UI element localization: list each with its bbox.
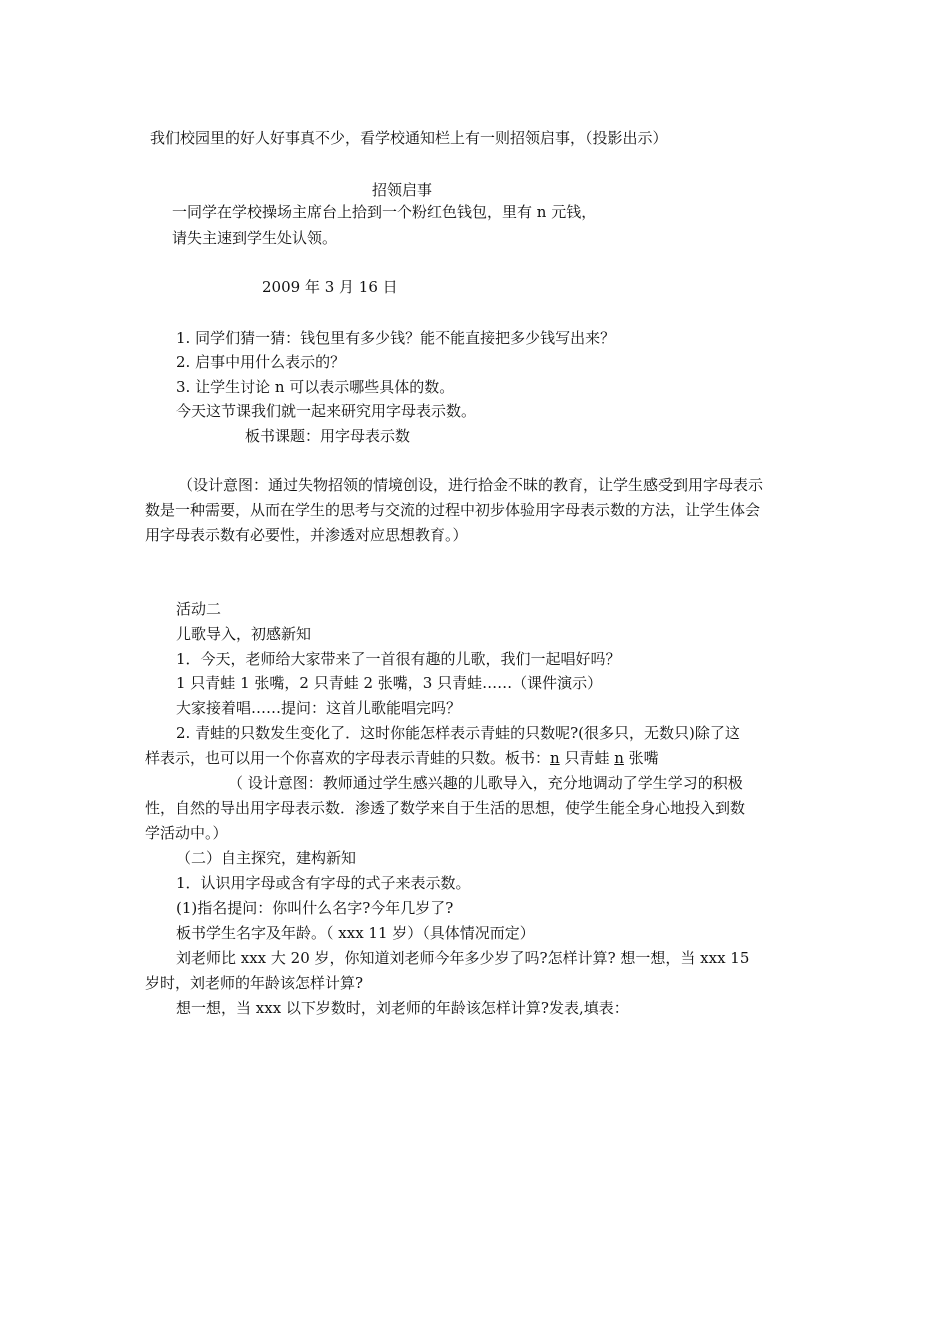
variable-n-frogs: n [550, 749, 560, 767]
variable-n-mouths: n [614, 749, 624, 767]
activity-2-heading: 活动二 [176, 600, 222, 618]
design-intent-1-line-1: （设计意图：通过失物招领的情境创设，进行拾金不昧的教育，让学生感受到用字母表示 [178, 476, 764, 494]
board-title: 板书课题：用字母表示数 [245, 427, 411, 445]
para-5-text: 样表示，也可以用一个你喜欢的字母表示青蛙的只数。板书： [145, 749, 551, 767]
question-1: 1. 同学们猜一猜：钱包里有多少钱？能不能直接把多少钱写出来？ [176, 329, 616, 347]
notice-body-line-1: 一同学在学校操场主席台上拾到一个粉红色钱包，里有 n 元钱， [172, 203, 597, 221]
design-intent-2-line-1: （ 设计意图：教师通过学生感兴趣的儿歌导入，充分地调动了学生学习的积极 [228, 774, 743, 792]
notice-body-line-2: 请失主速到学生处认领。 [172, 229, 338, 247]
section-2-para-1: 1．认识用字母或含有字母的式子来表示数。 [176, 874, 471, 892]
activity-2-para-3: 大家接着唱……提问：这首儿歌能唱完吗？ [176, 699, 462, 717]
activity-2-para-4: 2. 青蛙的只数发生变化了．这时你能怎样表示青蛙的只数呢?(很多只，无数只)除了这 [176, 724, 740, 742]
section-2-para-2: (1)指名提问：你叫什么名字?今年几岁了? [176, 899, 454, 917]
design-intent-2-line-3: 学活动中。） [145, 824, 228, 842]
activity-2-para-1: 1．今天，老师给大家带来了一首很有趣的儿歌，我们一起唱好吗？ [176, 650, 621, 668]
section-2-heading: （二）自主探究，建构新知 [176, 849, 357, 867]
activity-2-para-5 [145, 748, 659, 768]
intro-line: 我们校园里的好人好事真不少，看学校通知栏上有一则招领启事，（投影出示） [150, 129, 668, 147]
activity-2-para-2: 1 只青蛙 1 张嘴，2 只青蛙 2 张嘴，3 只青蛙……（课件演示） [176, 674, 603, 692]
para-5-end: 张嘴 [623, 749, 659, 767]
notice-title: 招领启事 [372, 181, 433, 199]
section-2-para-4: 刘老师比 xxx 大 20 岁，你知道刘老师今年多少岁了吗?怎样计算? 想一想，当 xxx 15 [176, 949, 750, 967]
question-3: 3. 让学生讨论 n 可以表示哪些具体的数。 [176, 378, 455, 396]
design-intent-2-line-2: 性，自然的导出用字母表示数．渗透了数学来自于生活的思想，使学生能全身心地投入到数 [145, 799, 746, 817]
design-intent-1-line-2: 数是一种需要，从而在学生的思考与交流的过程中初步体验用字母表示数的方法，让学生体会 [145, 501, 761, 519]
question-2: 2. 启事中用什么表示的？ [176, 353, 346, 371]
section-2-para-6: 想一想，当 xxx 以下岁数时，刘老师的年龄该怎样计算?发表,填表： [176, 999, 629, 1017]
section-2-para-3: 板书学生名字及年龄。（ xxx 11 岁）（具体情况而定） [176, 924, 535, 942]
today-line: 今天这节课我们就一起来研究用字母表示数。 [176, 402, 477, 420]
notice-date: 2009 年 3 月 16 日 [262, 278, 398, 296]
section-2-para-5: 岁时，刘老师的年龄该怎样计算? [145, 974, 364, 992]
design-intent-1-line-3: 用字母表示数有必要性，并渗透对应思想教育。） [145, 526, 468, 544]
para-5-mid: 只青蛙 [559, 749, 615, 767]
activity-2-subheading: 儿歌导入，初感新知 [176, 625, 312, 643]
